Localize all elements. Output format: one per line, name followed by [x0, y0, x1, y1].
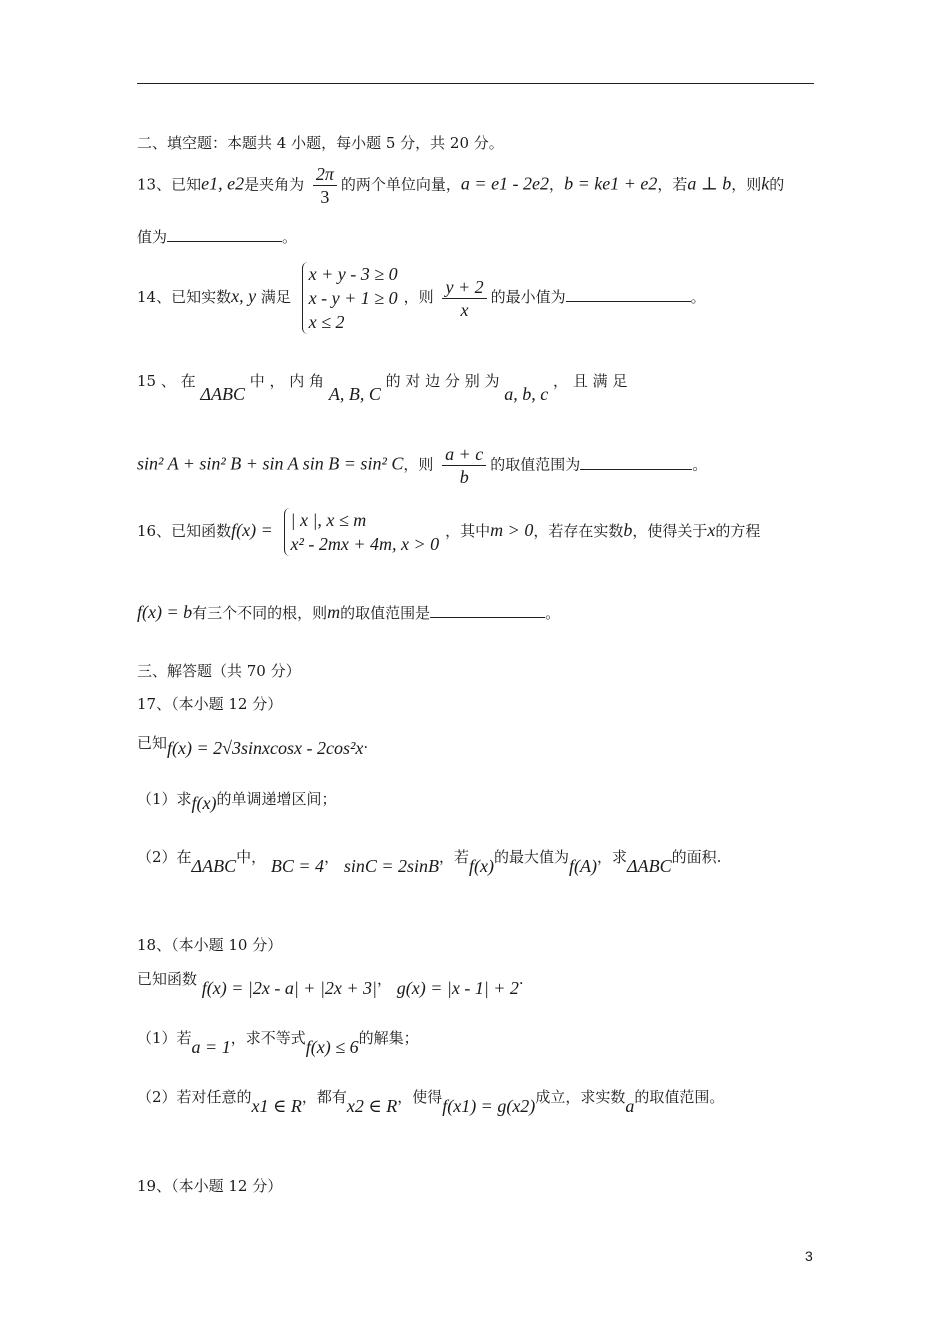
q18-part1 — [137, 1027, 419, 1057]
q16-end: 。 — [545, 604, 561, 622]
q18-p2-text1: ，都有 — [301, 1088, 347, 1106]
q15-angles: A, B, C — [328, 384, 381, 404]
q17-p2-fx: f(x) — [469, 856, 495, 876]
q13-perp: a ⊥ b — [687, 173, 732, 194]
q14-constraint-system — [302, 262, 398, 334]
q17-part2: （2）在ΔABC中， BC = 4， sinC = 2sinB，若f(x)的最大值为f(A)，求ΔABC的面积. — [137, 848, 722, 876]
q16-text1: ，其中 — [445, 522, 491, 540]
question-15-line2 — [137, 443, 707, 488]
q14-fraction — [442, 276, 486, 321]
q18-p2-prefix: （2）若对任意的 — [137, 1088, 252, 1106]
q15-answer-blank[interactable] — [580, 455, 692, 470]
q18-p2-a: a — [625, 1096, 635, 1116]
q16-text2: ，若存在实数 — [533, 522, 624, 540]
q13-k: k — [761, 173, 770, 194]
question-15 — [137, 370, 814, 404]
q17-title: 17、（本小题 12 分） — [137, 695, 283, 713]
q16-b: b — [623, 520, 633, 540]
q16-answer-blank[interactable] — [430, 603, 545, 618]
q17-given — [137, 732, 369, 758]
q16-text6: 的取值范围是 — [340, 604, 431, 622]
q17-p1-prefix: （1）求 — [137, 790, 192, 808]
q17-given-end: . — [363, 734, 369, 752]
q16-text5: 有三个不同的根，则 — [192, 604, 328, 622]
q17-p2-prefix: （2）在 — [137, 848, 192, 866]
q18-p1-inequality: f(x) ≤ 6 — [305, 1037, 359, 1057]
q18-given-prefix: 已知函数 — [137, 970, 198, 988]
q17-p2-text2: ，若 — [439, 848, 470, 866]
q18-f-expr: f(x) = |2x - a| + |2x + 3| — [201, 978, 377, 998]
q17-p1-fx: f(x) — [191, 793, 217, 813]
q16-case-1: | x |, x ≤ m — [290, 510, 367, 530]
q14-constraint-1: x + y - 3 ≥ 0 — [308, 264, 398, 284]
q17-p2-text4: ，求 — [597, 848, 628, 866]
section2-heading: 二、填空题：本题共 4 小题，每小题 5 分，共 20 分。 — [137, 134, 504, 152]
header-rule — [137, 83, 814, 84]
q15-end: 。 — [692, 455, 708, 474]
q15-equation: sin² A + sin² B + sin A sin B = sin² C — [137, 453, 404, 474]
q18-p2-text2: ，使得 — [397, 1088, 443, 1106]
q13-text2: 的两个单位向量， — [340, 175, 461, 194]
q13-angle-fraction — [313, 163, 337, 208]
q18-given: 已知函数 f(x) = |2x - a| + |2x + 3|， g(x) = |x - 1| + 2. — [137, 970, 524, 998]
q16-condition: m > 0 — [490, 520, 534, 540]
q17-p2-text5: 的面积. — [671, 848, 722, 866]
q15-text2: 的 对 边 分 别 为 — [385, 372, 500, 390]
q18-p2-equation: f(x1) = g(x2) — [442, 1096, 536, 1116]
q18-p2-text4: 的取值范围。 — [634, 1088, 725, 1106]
q15-sides: a, b, c — [504, 384, 549, 404]
q16-m: m — [327, 602, 341, 622]
question-13: 13、已知e1, e2是夹角为 $\frac{2\pi}{3}$ 的两个单位向量，a = e1 - 2e2，b = ke1 + e2，若a ⊥ b，则k的 — [137, 164, 785, 207]
q13-line2-prefix: 值为 — [137, 228, 168, 246]
q18-given-end: . — [518, 970, 524, 988]
question-16-line2 — [137, 602, 560, 623]
q17-p2-text3: 的最大值为 — [494, 848, 570, 866]
q14-vars: x, y — [231, 286, 257, 306]
q13-text4: ，则 — [731, 175, 762, 194]
q14-num: y + 2 — [442, 276, 486, 299]
q17-p2-triangle: ΔABC — [191, 856, 237, 876]
q15-den: b — [459, 467, 469, 487]
q16-x: x — [707, 520, 716, 540]
q14-text1: 满足 — [260, 288, 291, 306]
q17-p1-text: 的单调递增区间； — [216, 790, 337, 808]
q16-text3: ，使得关于 — [632, 522, 708, 540]
q14-den: x — [460, 299, 469, 320]
q13-line2-suffix: 。 — [282, 228, 298, 246]
q17-given-prefix: 已知 — [137, 734, 168, 752]
q15-prefix: 15 、 在 — [137, 372, 196, 390]
q15-triangle: ΔABC — [200, 384, 245, 404]
section3-heading: 三、解答题（共 70 分） — [137, 662, 301, 680]
q18-p1-text1: ，求不等式 — [230, 1029, 306, 1047]
q16-prefix: 16、已知函数 — [137, 522, 232, 540]
q19-title: 19、（本小题 12 分） — [137, 1177, 283, 1195]
q15-text4: ，则 — [403, 455, 434, 474]
q13-text5: 的 — [769, 175, 785, 194]
q14-constraint-2: x - y + 1 ≥ 0 — [308, 288, 398, 308]
q17-p2-text1: 中， — [236, 848, 267, 866]
q17-p2-triangle2: ΔABC — [627, 856, 672, 876]
q17-p2-bc: BC = 4 — [270, 856, 325, 876]
q17-p2-sin: sinC = 2sinB — [343, 856, 440, 876]
q15-fraction — [442, 443, 486, 488]
q13-angle-num: 2π — [313, 163, 337, 186]
q13-e-vectors: e1, e2 — [201, 173, 245, 194]
q15-text1: 中 ， 内 角 — [249, 372, 325, 390]
q15-text5: 的取值范围为 — [490, 455, 581, 474]
q13-b-expr: b = ke1 + e2 — [564, 173, 658, 194]
q16-equation: f(x) = b — [137, 602, 193, 622]
q14-prefix: 14、已知实数 — [137, 288, 232, 306]
q18-p2-text3: 成立，求实数 — [535, 1088, 626, 1106]
question-16 — [137, 508, 760, 556]
q15-text3: ， 且 满 足 — [553, 372, 628, 390]
q13-prefix: 13、已知 — [137, 175, 202, 194]
q16-piecewise — [284, 508, 440, 556]
q14-constraint-3: x ≤ 2 — [308, 312, 345, 332]
q18-part2 — [137, 1086, 725, 1116]
q18-p2-x2: x2 ∈ R — [346, 1096, 398, 1116]
question-14 — [137, 262, 706, 334]
q18-g-expr: g(x) = |x - 1| + 2 — [396, 978, 519, 998]
q17-p2-fa: f(A) — [569, 856, 598, 876]
q13-text1: 是夹角为 — [244, 175, 305, 194]
page-number: 3 — [805, 1248, 813, 1264]
q13-a-expr: a = e1 - 2e2 — [460, 173, 550, 194]
q14-end: 。 — [690, 288, 706, 306]
question-13-line2 — [137, 226, 297, 247]
q18-p1-prefix: （1）若 — [137, 1029, 192, 1047]
q14-text2: ，则 — [403, 288, 434, 306]
q13-text3: ，若 — [657, 175, 688, 194]
q16-fx: f(x) = — [231, 520, 273, 540]
q16-case-2: x² - 2mx + 4m, x > 0 — [290, 534, 440, 554]
q15-num: a + c — [442, 443, 486, 466]
q17-part1 — [137, 788, 337, 813]
q18-p1-text2: 的解集； — [358, 1029, 419, 1047]
q13-answer-blank[interactable] — [167, 227, 282, 242]
q18-p2-x1: x1 ∈ R — [251, 1096, 302, 1116]
q17-given-expr: f(x) = 2√3sinxcosx - 2cos²x — [167, 738, 364, 758]
q14-text3: 的最小值为 — [490, 288, 566, 306]
q18-title: 18、（本小题 10 分） — [137, 936, 283, 954]
q13-angle-den: 3 — [320, 187, 330, 207]
q18-p1-a: a = 1 — [191, 1037, 231, 1057]
q14-answer-blank[interactable] — [566, 287, 691, 302]
q16-text4: 的方程 — [715, 522, 761, 540]
